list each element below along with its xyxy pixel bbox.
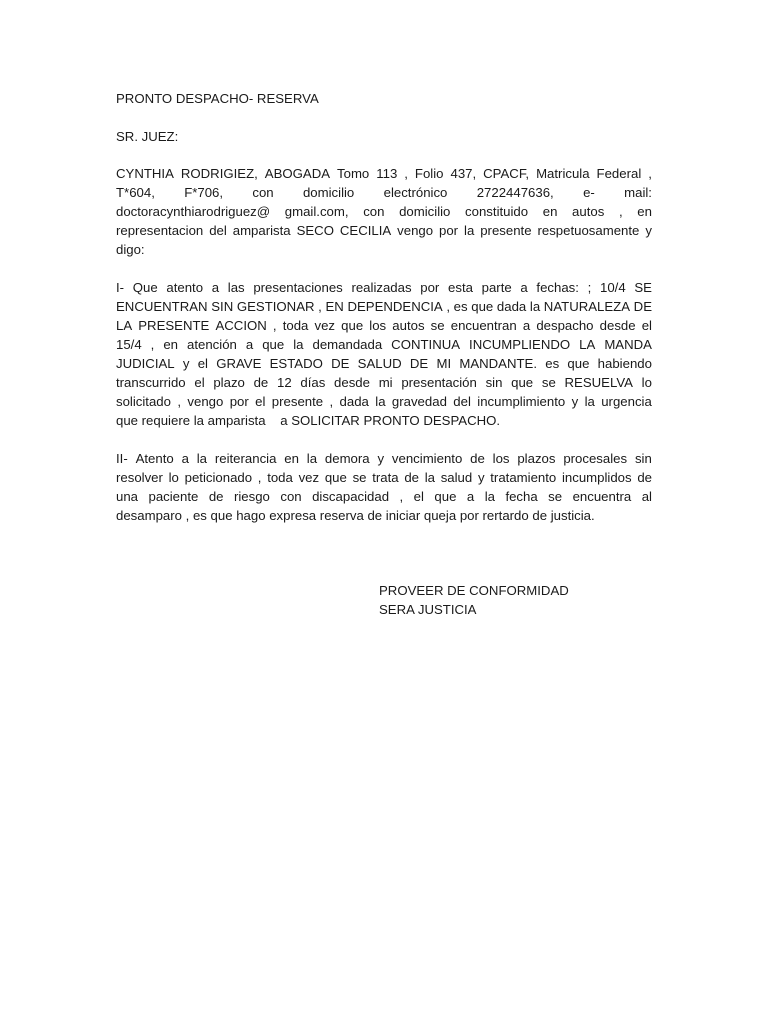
paragraph-1 — [116, 278, 652, 430]
word: atento — [166, 280, 204, 295]
word: representacion — [116, 223, 204, 238]
word: Atento — [135, 451, 174, 466]
word: , — [404, 166, 408, 181]
word: por — [420, 280, 440, 295]
word: incumplimiento — [477, 394, 566, 409]
word: I- — [116, 280, 125, 295]
word: realizadas — [351, 280, 412, 295]
word: vez — [314, 318, 336, 333]
word: y — [645, 223, 652, 238]
word: la — [584, 394, 595, 409]
word: , — [257, 470, 262, 485]
word: la — [484, 489, 495, 504]
word: la — [375, 394, 386, 409]
word: y — [571, 394, 579, 409]
word: que — [471, 299, 494, 314]
word: en — [637, 204, 652, 219]
word: toda — [267, 470, 293, 485]
word: transcurrido — [116, 375, 186, 390]
word: e- — [583, 185, 595, 200]
word: , — [446, 299, 451, 314]
word: DE — [409, 356, 429, 371]
word: parte — [481, 280, 512, 295]
word: desde — [599, 318, 636, 333]
word: la — [293, 337, 304, 352]
word: y — [377, 451, 385, 466]
word: paciente — [148, 489, 199, 504]
word: 15/4 — [116, 337, 142, 352]
word: a — [520, 280, 528, 295]
word: gravedad — [391, 394, 447, 409]
word: , — [648, 166, 652, 181]
word: electrónico — [383, 185, 448, 200]
word: salud — [440, 470, 473, 485]
word: mail: — [624, 185, 652, 200]
word: LA — [579, 337, 596, 352]
word: reiterancia — [214, 451, 277, 466]
word: mi — [378, 375, 393, 390]
word: con — [252, 185, 274, 200]
word: con — [363, 204, 385, 219]
word: presente — [480, 223, 532, 238]
word: F*706, — [184, 185, 224, 200]
word: SE — [634, 280, 652, 295]
word: las — [227, 280, 245, 295]
word: en — [284, 451, 299, 466]
word: sin — [634, 451, 652, 466]
word: INCUMPLIENDO — [469, 337, 571, 352]
word: PRESENTE — [138, 318, 210, 333]
word: presente — [271, 394, 324, 409]
word: respetuosamente — [537, 223, 640, 238]
document-title: PRONTO DESPACHO- RESERVA — [116, 91, 319, 106]
word: la — [529, 299, 541, 314]
text-line — [116, 487, 652, 506]
word: la — [196, 451, 208, 466]
word: incumplidos — [561, 470, 632, 485]
word: solicitado — [116, 394, 171, 409]
word: Matricula — [536, 166, 590, 181]
word: el — [255, 394, 266, 409]
word: y — [477, 470, 485, 485]
word: del — [209, 223, 227, 238]
word: vencimiento — [391, 451, 463, 466]
word: la — [306, 451, 318, 466]
word: SECO — [296, 223, 334, 238]
word: el — [194, 375, 205, 390]
word: que — [434, 489, 457, 504]
word: el — [641, 318, 652, 333]
word: vengo — [397, 223, 434, 238]
word: , — [177, 394, 182, 409]
word: SIN — [211, 299, 234, 314]
word: RESUELVA — [564, 375, 633, 390]
word: Folio — [414, 166, 444, 181]
word: se — [352, 470, 367, 485]
word: plazo — [213, 375, 245, 390]
intro-paragraph — [116, 164, 652, 259]
word: se — [541, 375, 556, 390]
word: encuentra — [572, 489, 632, 504]
word: tratamiento — [490, 470, 557, 485]
word: trata — [372, 470, 399, 485]
closing-line-2: SERA JUSTICIA — [379, 602, 477, 617]
word: con — [280, 489, 302, 504]
word: que — [341, 318, 364, 333]
word: a — [466, 489, 475, 504]
word: por — [439, 223, 459, 238]
word: CONTINUA — [391, 337, 461, 352]
word: encuentran — [450, 318, 517, 333]
word: amparista — [232, 223, 291, 238]
word: EN — [325, 299, 344, 314]
word: fecha — [505, 489, 538, 504]
word: procesales — [563, 451, 628, 466]
word: CECILIA — [339, 223, 392, 238]
word: , — [399, 489, 404, 504]
word: de — [208, 489, 224, 504]
word: de — [470, 451, 485, 466]
word: los — [369, 318, 387, 333]
word: 437, — [450, 166, 477, 181]
word: , — [618, 204, 623, 219]
word: al — [641, 489, 652, 504]
word: se — [548, 489, 563, 504]
word: SALUD — [357, 356, 402, 371]
word: gmail.com, — [284, 204, 349, 219]
text-line — [116, 316, 652, 335]
text-line — [116, 506, 652, 525]
word: GRAVE — [216, 356, 262, 371]
word: y — [182, 356, 190, 371]
word: Que — [132, 280, 158, 295]
word: domicilio — [399, 204, 451, 219]
word: el — [413, 489, 424, 504]
word: domicilio — [302, 185, 355, 200]
word: desde — [334, 375, 370, 390]
word: presentaciones — [253, 280, 343, 295]
text-line — [116, 164, 652, 183]
text-line — [116, 449, 652, 468]
word: de — [404, 470, 419, 485]
word: sin — [485, 375, 503, 390]
word: presentación — [401, 375, 477, 390]
word: lo — [641, 375, 652, 390]
word: dada — [496, 299, 527, 314]
word: los — [492, 451, 510, 466]
word: T*604, — [116, 185, 155, 200]
word: urgencia — [601, 394, 652, 409]
paragraph-2 — [116, 449, 652, 525]
word: Tomo — [337, 166, 370, 181]
word: habiendo — [597, 356, 652, 371]
word: se — [430, 318, 445, 333]
word: que requiere la amparista a SOLICITAR PRONTO DESPACHO. — [116, 413, 501, 428]
word: por — [229, 394, 249, 409]
word: una — [116, 489, 139, 504]
text-line — [116, 411, 652, 430]
word: CYNTHIA — [116, 166, 174, 181]
word: demora — [324, 451, 370, 466]
word: ABOGADA — [264, 166, 331, 181]
word: riesgo — [233, 489, 270, 504]
word: doctoracynthiarodriguez@ — [116, 204, 271, 219]
word: dada — [339, 394, 369, 409]
word: NATURALEZA — [543, 299, 631, 314]
word: 113 — [376, 166, 398, 181]
word: de — [637, 470, 652, 485]
word: constituido — [465, 204, 529, 219]
word: esta — [448, 280, 473, 295]
text-line — [116, 221, 652, 240]
word: vez — [298, 470, 320, 485]
text-line — [116, 335, 652, 354]
text-line — [116, 240, 652, 259]
word: días — [300, 375, 326, 390]
text-line — [116, 468, 652, 487]
word: GESTIONAR — [236, 299, 315, 314]
word: atención — [187, 337, 237, 352]
word: a — [181, 451, 189, 466]
word: CPACF, — [483, 166, 530, 181]
word: JUDICIAL — [116, 356, 175, 371]
word: 12 — [276, 375, 292, 390]
word: demandada — [312, 337, 383, 352]
word: que — [262, 337, 285, 352]
word: que — [567, 356, 590, 371]
word: ACCION — [215, 318, 267, 333]
word: MI — [436, 356, 452, 371]
word: 10/4 — [600, 280, 626, 295]
word: desamparo , es que hago expresa reserva de iniciar queja por rertardo de justicia. — [116, 508, 595, 523]
word: en — [163, 337, 179, 352]
closing-line-1: PROVEER DE CONFORMIDAD — [379, 583, 569, 598]
word: autos — [572, 204, 605, 219]
word: ESTADO — [269, 356, 323, 371]
word: a — [245, 337, 254, 352]
word: a — [211, 280, 220, 295]
word: discapacidad — [312, 489, 390, 504]
salutation: SR. JUEZ: — [116, 129, 179, 144]
word: Federal — [596, 166, 642, 181]
word: MANDA — [604, 337, 652, 352]
word: toda — [282, 318, 309, 333]
text-line — [116, 278, 652, 297]
word: es — [545, 356, 560, 371]
word: ENCUENTRAN — [116, 299, 208, 314]
text-line — [116, 373, 652, 392]
text-line — [116, 392, 652, 411]
word: , — [272, 318, 277, 333]
word: , — [318, 299, 322, 314]
word: MANDANTE. — [459, 356, 538, 371]
word: fechas: — [536, 280, 579, 295]
word: lo — [168, 470, 179, 485]
word: a — [522, 318, 531, 333]
word: II- — [116, 451, 128, 466]
word: 2722447636, — [476, 185, 554, 200]
word: la — [424, 470, 435, 485]
word: la — [464, 223, 475, 238]
word: , — [329, 394, 334, 409]
text-line — [116, 183, 652, 202]
word: plazos — [517, 451, 556, 466]
word: del — [453, 394, 471, 409]
word: es — [453, 299, 468, 314]
word: ; — [587, 280, 592, 295]
text-line — [116, 297, 652, 316]
word: autos — [392, 318, 425, 333]
word: RODRIGIEZ, — [180, 166, 258, 181]
word: despacho — [536, 318, 594, 333]
word: , — [150, 337, 155, 352]
word: LA — [116, 318, 133, 333]
word: vengo — [187, 394, 224, 409]
text-line — [116, 354, 652, 373]
word: DE — [331, 356, 350, 371]
word: que — [511, 375, 534, 390]
closing-block — [379, 581, 569, 619]
word: en — [542, 204, 558, 219]
word: resolver — [116, 470, 163, 485]
word: DE — [633, 299, 652, 314]
word: el — [197, 356, 208, 371]
word: digo: — [116, 242, 145, 257]
word: de — [253, 375, 269, 390]
word: DEPENDENCIA — [347, 299, 443, 314]
text-line — [116, 202, 652, 221]
word: que — [324, 470, 347, 485]
word: peticionado — [184, 470, 253, 485]
